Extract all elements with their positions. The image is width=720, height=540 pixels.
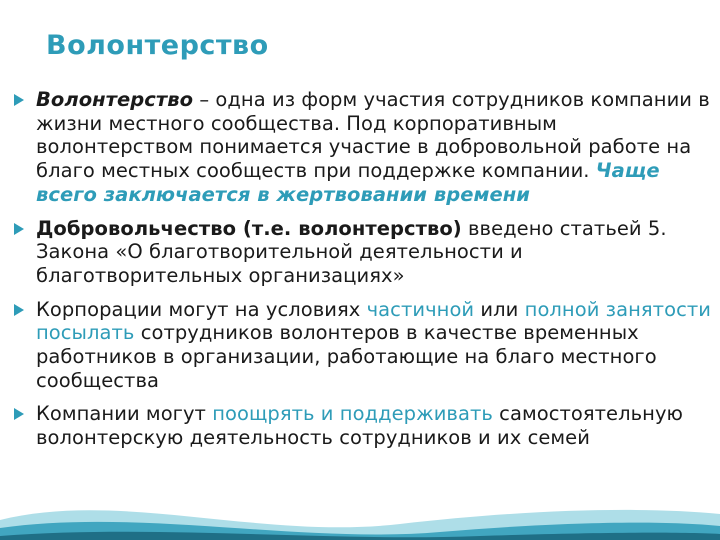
triangle-right-icon xyxy=(14,223,24,235)
highlight-partial: частичной xyxy=(366,297,475,321)
text-part: самостоятельную волонтерскую деятельность сотрудников и их семей xyxy=(36,402,684,450)
law-reference-text: введено статьей 5. Закона «О благотворительной деятельности и благотворительных организациях» xyxy=(36,216,667,287)
list-item xyxy=(14,217,714,288)
bullet-text-2 xyxy=(36,217,714,288)
text-part: сотрудников волонтеров в качестве временных работников в организации, работающие на благо местного сообщества xyxy=(36,321,657,392)
term-dobrovolchestvo: Добровольчество (т.е. волонтерство) xyxy=(36,216,462,240)
definition-text: – одна из форм участия сотрудников компании в жизни местного сообщества. Под корпоративным волонтерством понимается участие в добровольной работе на благо местных сообществ при поддержке компании. xyxy=(36,88,710,183)
bullet-text-4 xyxy=(36,402,714,449)
triangle-right-icon xyxy=(14,408,24,420)
decorative-wave xyxy=(0,480,720,540)
highlight-encourage: поощрять и поддерживать xyxy=(212,402,493,426)
highlight-full-employment: полной занятости посылать xyxy=(36,297,711,345)
text-part: Корпорации могут на условиях xyxy=(36,297,367,321)
highlight-text: Чаще всего заключается в жертвовании времени xyxy=(36,159,660,206)
triangle-right-icon xyxy=(14,304,24,316)
term-volunteering: Волонтерство xyxy=(36,88,194,111)
slide-title: Волонтерство xyxy=(46,30,269,61)
bullet-text-3 xyxy=(36,298,714,393)
bullet-list xyxy=(14,88,714,460)
triangle-right-icon xyxy=(14,94,24,106)
list-item xyxy=(14,402,714,449)
list-item xyxy=(14,298,714,393)
text-part: Компании могут xyxy=(36,402,213,426)
bullet-text-1 xyxy=(36,88,714,207)
list-item xyxy=(14,88,714,207)
text-part: или xyxy=(474,297,525,321)
